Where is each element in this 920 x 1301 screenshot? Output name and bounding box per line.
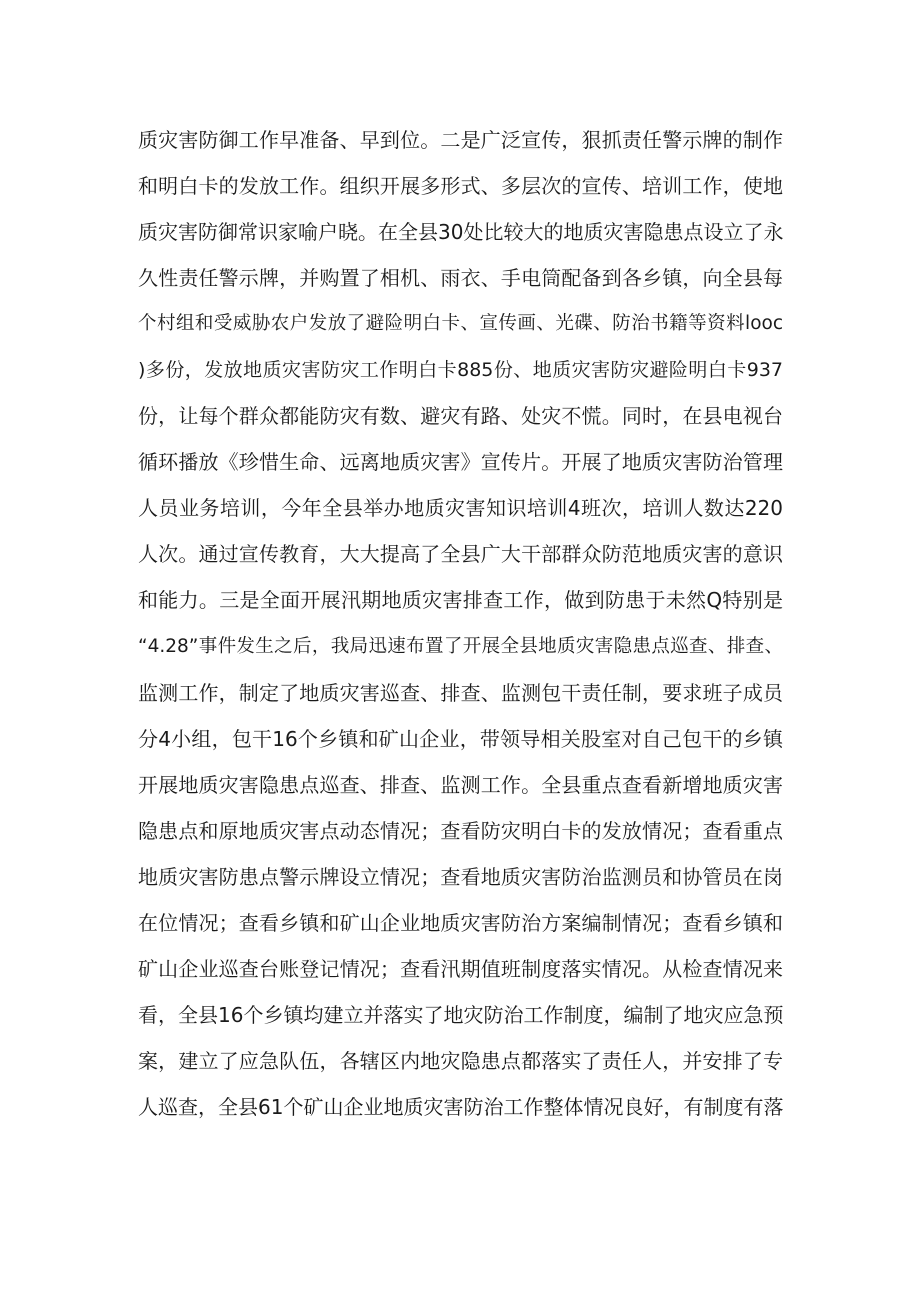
- document-body: [138, 117, 783, 1130]
- text-line: 人巡查，全县61个矿山企业地质灾害防治工作整体情况良好，有制度有落: [138, 1094, 784, 1119]
- text-line: )多份，发放地质灾害防灾工作明白卡885份、地质灾害防灾避险明白卡937: [138, 359, 783, 382]
- text-line: “4.28”事件发生之后，我局迅速布置了开展全县地质灾害隐患点巡查、排查、: [138, 635, 783, 657]
- text-line: 地质灾害防患点警示牌设立情况；查看地质灾害防治监测员和协管员在岗: [138, 864, 783, 889]
- text-line: 个村组和受威胁农户发放了避险明白卡、宣传画、光碟、防治书籍等资料looc: [138, 313, 783, 335]
- text-line: 质灾害防御常识家喻户晓。在全县30处比较大的地质灾害隐患点设立了永: [138, 220, 784, 245]
- text-line: 案，建立了应急队伍，各辖区内地灾隐患点都落实了责任人，并安排了专: [138, 1048, 783, 1073]
- text-line: 循环播放《珍惜生命、远离地质灾害》宣传片。开展了地质灾害防治管理: [138, 450, 783, 475]
- text-line: 监测工作，制定了地质灾害巡查、排查、监测包干责任制，要求班子成员: [138, 680, 783, 705]
- text-line: 分4小组，包干16个乡镇和矿山企业，带领导相关股室对自己包干的乡镇: [138, 726, 783, 751]
- text-line: 人次。通过宣传教育，大大提高了全县广大干部群众防范地质灾害的意识: [138, 542, 783, 567]
- text-line: 份，让每个群众都能防灾有数、避灾有路、处灾不慌。同时，在县电视台: [138, 404, 783, 429]
- text-line: 在位情况；查看乡镇和矿山企业地质灾害防治方案编制情况；查看乡镇和: [138, 910, 783, 935]
- text-line: 质灾害防御工作早准备、早到位。二是广泛宣传，狠抓责任警示牌的制作: [138, 128, 783, 152]
- text-line: 人员业务培训，今年全县举办地质灾害知识培训4班次，培训人数达220: [138, 496, 783, 521]
- text-line: 和能力。三是全面开展汛期地质灾害排查工作，做到防患于未然Q特别是: [138, 588, 783, 613]
- text-line: 和明白卡的发放工作。组织开展多形式、多层次的宣传、培训工作，使地: [138, 174, 783, 199]
- text-line: 开展地质灾害隐患点巡查、排查、监测工作。全县重点查看新增地质灾害: [138, 772, 783, 797]
- text-line: 矿山企业巡查台账登记情况；查看汛期值班制度落实情况。从检查情况来: [138, 956, 783, 981]
- text-line: 看，全县16个乡镇均建立并落实了地灾防治工作制度，编制了地灾应急预: [138, 1002, 784, 1027]
- text-line: 隐患点和原地质灾害点动态情况；查看防灾明白卡的发放情况；查看重点: [138, 818, 783, 843]
- text-line: 久性责任警示牌，并购置了相机、雨衣、手电筒配备到各乡镇，向全县每: [138, 266, 783, 291]
